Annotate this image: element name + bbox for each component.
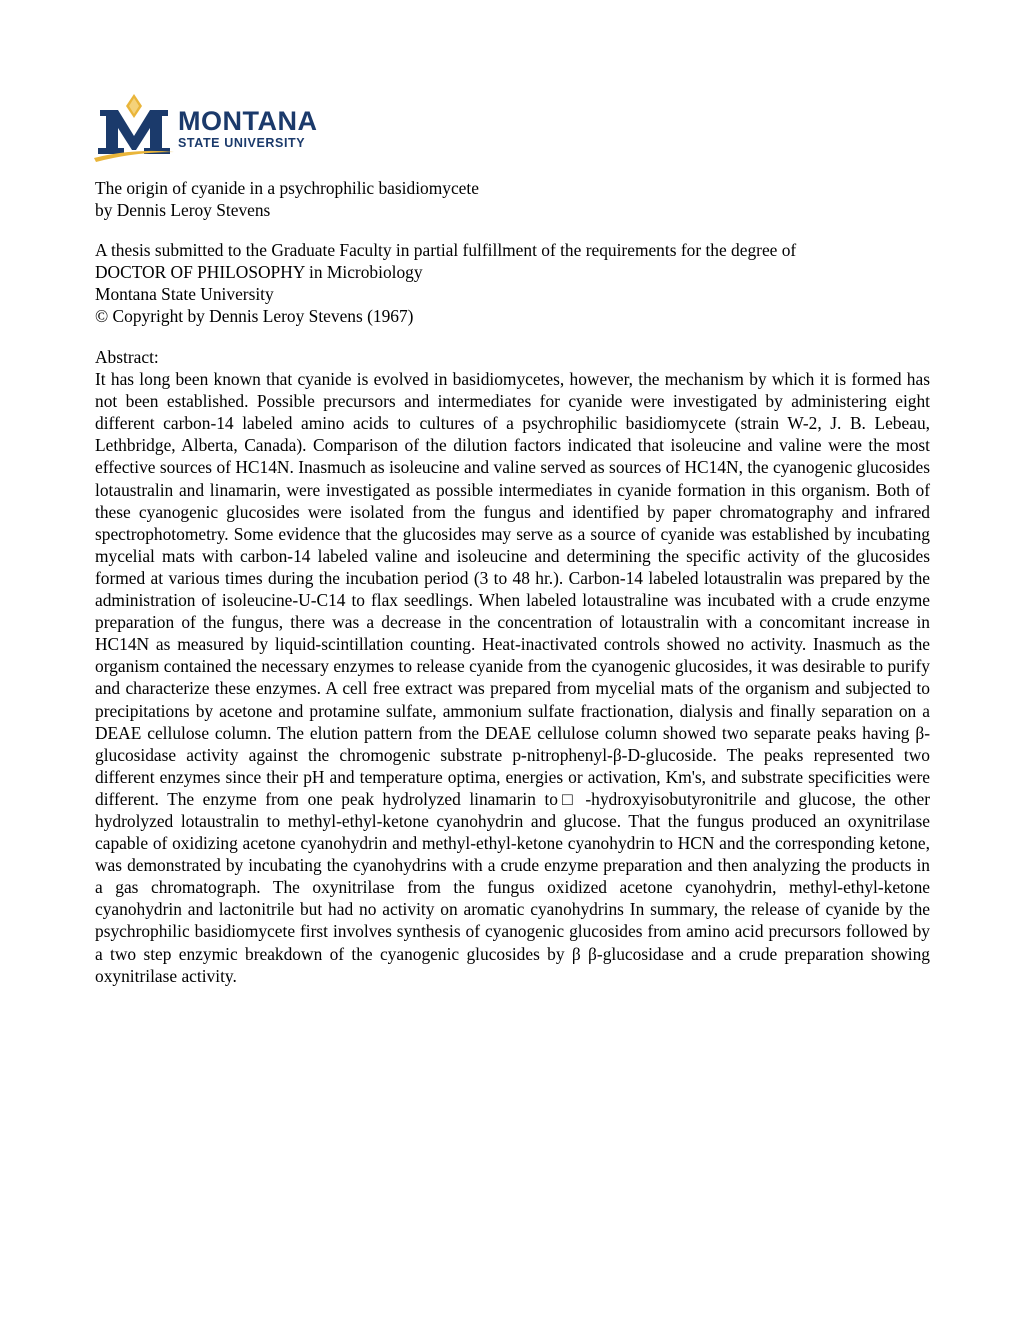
thesis-institution: Montana State University [95, 284, 274, 305]
document-title: The origin of cyanide in a psychrophilic basidiomycete [95, 178, 479, 198]
logo-wordmark-montana: MONTANA [178, 106, 318, 136]
abstract-text: It has long been known that cyanide is evolved in basidiomycetes, however, the mechanism by which it is formed has not been established. Possible precursors and intermediates for cyanide were investigated by administering eight different carbon-14 labeled amino acids to cultures of a psychrophilic basidiomycete (strain W-2, J. B. Lebeau, Lethbridge, Alberta, Canada). Comparison of the dilution factors indicated that isoleucine and valine were the most effective sources of HC14N. Inasmuch as isoleucine and valine served as sources of HC14N, the cyanogenic glucosides lotaustralin and linamarin, were investigated as possible intermediates in cyanide formation in this organism. Both of these cyanogenic glucosides were isolated from the fungus and identified by paper chromatography and infrared spectrophotometry. Some evidence that the glucosides may serve as a source of cyanide was established by incubating mycelial mats with carbon-14 labeled valine and isoleucine and determining the specific activity of the glucosides formed at various times during the incubation period (3 to 48 hr.). Carbon-14 labeled lotaustralin was prepared by the administration of isoleucine-U-C14 to flax seedlings. When labeled lotaustraline was incubated with a crude enzyme preparation of the fungus, there was a decrease in the concentration of lotaustralin with a concomitant increase in HC14N as measured by liquid-scintillation counting. Heat-inactivated controls showed no activity. Inasmuch as the organism contained the necessary enzymes to release cyanide from the cyanogenic glucosides, it was desirable to purify and characterize these enzymes. A cell free extract was prepared from mycelial mats of the organism and subjected to precipitations by acetone and protamine sulfate, ammonium sulfate fractionation, dialysis and finally separation on a DEAE cellulose column. The elution pattern from the DEAE cellulose column showed two separate peaks having β-glucosidase activity against the chromogenic substrate p-nitrophenyl-β-D-glucoside. The peaks represented two different enzymes since their pH and temperature optima, energies or activation, Km's, and substrate specificities were different. The enzyme from one peak hydrolyzed linamarin to□ -hydroxyisobutyronitrile and glucose, the other hydrolyzed lotaustralin to methyl-ethyl-ketone cyanohydrin and glucose. That the fungus produced an oxynitrilase capable of oxidizing acetone cyanohydrin and methyl-ethyl-ketone cyanohydrin to HCN and the corresponding ketone, was demonstrated by incubating the cyanohydrins with a crude enzyme preparation and then analyzing the products in a gas chromatograph. The oxynitrilase from the fungus oxidized acetone cyanohydrin, methyl-ethyl-ketone cyanohydrin and lactonitrile but had no activity on aromatic cyanohydrins In summary, the release of cyanide by the psychrophilic basidiomycete first involves synthesis of cyanogenic glucosides from amino acid precursors followed by a two step enzymic breakdown of the cyanogenic glucosides by β β-glucosidase and a crude preparation showing oxynitrilase activity. [95, 369, 930, 986]
montana-state-university-logo [94, 92, 354, 162]
document-author: by Dennis Leroy Stevens [95, 200, 271, 221]
abstract-section [95, 346, 930, 987]
thesis-degree: DOCTOR OF PHILOSOPHY in Microbiology [95, 262, 423, 283]
msu-m-mark-icon [94, 92, 174, 162]
abstract-heading: Abstract: [95, 347, 159, 367]
logo-wordmark-state-university: STATE UNIVERSITY [178, 136, 306, 150]
copyright-notice: © Copyright by Dennis Leroy Stevens (1967) [95, 306, 414, 327]
thesis-statement-block [95, 239, 930, 327]
thesis-statement: A thesis submitted to the Graduate Faculty in partial fulfillment of the requirements for the degree of [95, 240, 797, 260]
title-block [95, 177, 930, 221]
